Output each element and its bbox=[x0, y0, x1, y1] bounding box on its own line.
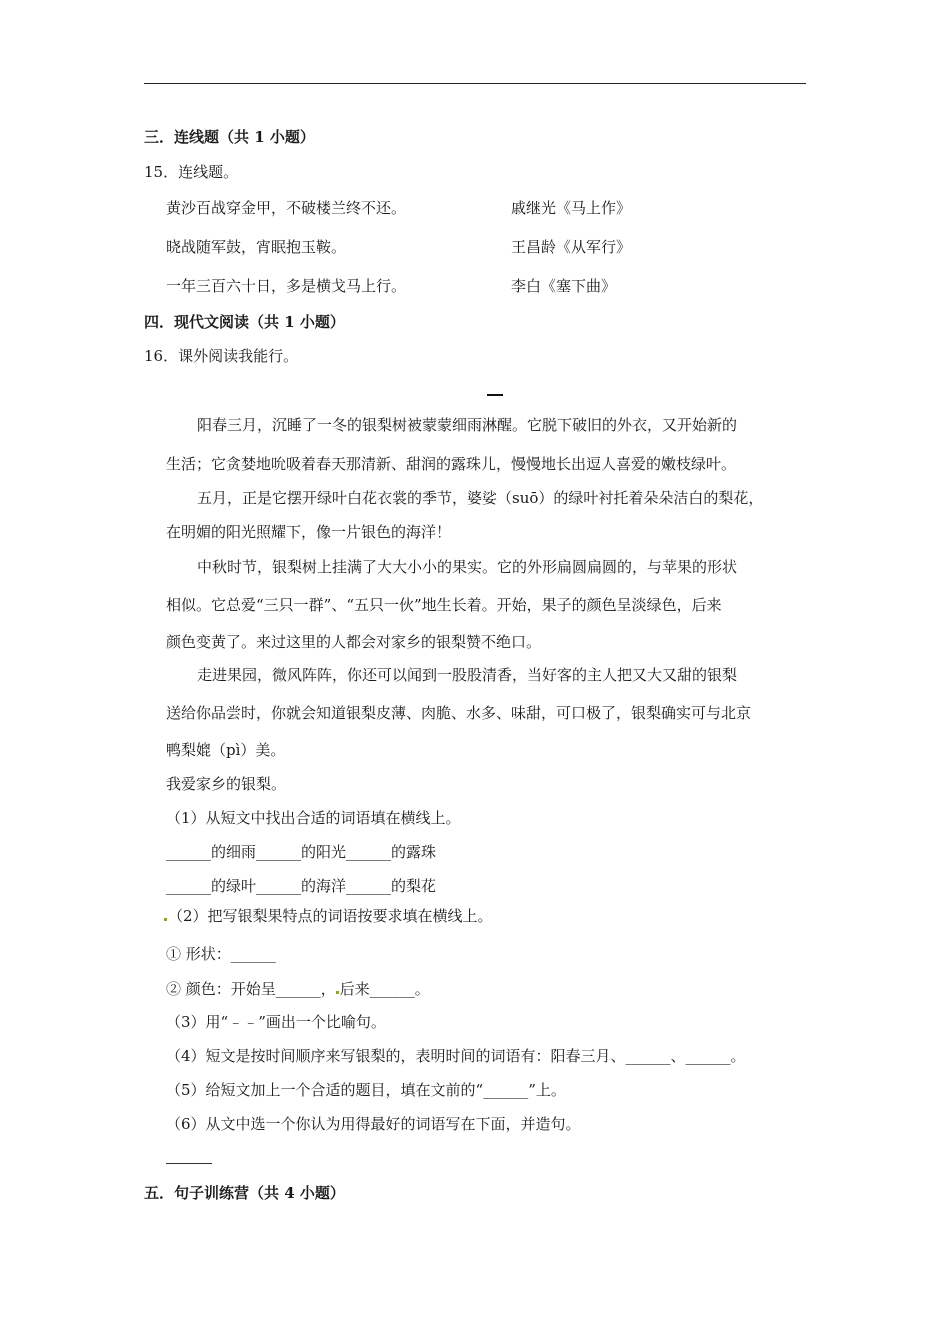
question-16-title: 16．课外阅读我能行。 bbox=[144, 347, 299, 365]
marker-dot bbox=[336, 991, 339, 994]
question-15-title: 15．连线题。 bbox=[144, 163, 239, 181]
passage-line: 五月，正是它摆开绿叶白花衣裳的季节，婆娑（suō）的绿叶衬托着朵朵洁白的梨花， bbox=[197, 489, 764, 507]
passage-line: 走进果园，微风阵阵，你还可以闻到一股股清香，当好客的主人把又大又甜的银梨 bbox=[197, 666, 738, 684]
section-4-heading: 四．现代文阅读（共 1 小题） bbox=[144, 313, 345, 331]
sub-question-4: （4）短文是按时间顺序来写银梨的，表明时间的词语有：阳春三月、______、______。 bbox=[166, 1047, 746, 1065]
passage-line: 在明媚的阳光照耀下，像一片银色的海洋！ bbox=[166, 523, 452, 541]
sub-question-1: （1）从短文中找出合适的词语填在横线上。 bbox=[166, 809, 461, 827]
section-3-heading: 三．连线题（共 1 小题） bbox=[144, 128, 315, 146]
poem-author-3: 李白《塞下曲》 bbox=[511, 277, 617, 295]
sub-question-6: （6）从文中选一个你认为用得最好的词语写在下面，并造句。 bbox=[166, 1115, 581, 1133]
color-blank-row bbox=[166, 979, 430, 999]
poem-line-3: 一年三百六十日，多是横戈马上行。 bbox=[166, 277, 407, 295]
passage-line: 生活；它贪婪地吮吸着春天那清新、甜润的露珠儿，慢慢地长出逗人喜爱的嫩枝绿叶。 bbox=[166, 455, 737, 473]
poem-author-2: 王昌龄《从军行》 bbox=[511, 238, 632, 256]
sub-question-3: （3）用“﹣﹣”画出一个比喻句。 bbox=[166, 1013, 386, 1031]
section-5-heading: 五．句子训练营（共 4 小题） bbox=[144, 1184, 345, 1202]
passage-title-blank bbox=[487, 394, 503, 396]
answer-underline bbox=[166, 1163, 212, 1164]
sub-question-2: （2）把写银梨果特点的词语按要求填在横线上。 bbox=[168, 907, 493, 925]
passage-line: 中秋时节，银梨树上挂满了大大小小的果实。它的外形扁圆扁圆的，与苹果的形状 bbox=[197, 558, 738, 576]
passage-line: 送给你品尝时，你就会知道银梨皮薄、肉脆、水多、味甜，可口极了，银梨确实可与北京 bbox=[166, 704, 752, 722]
passage-line: 阳春三月，沉睡了一冬的银梨树被蒙蒙细雨淋醒。它脱下破旧的外衣，又开始新的 bbox=[197, 416, 738, 434]
passage-line: 我爱家乡的银梨。 bbox=[166, 775, 287, 793]
passage-line: 颜色变黄了。来过这里的人都会对家乡的银梨赞不绝口。 bbox=[166, 633, 542, 651]
poem-author-1: 戚继光《马上作》 bbox=[511, 199, 632, 217]
poem-line-1: 黄沙百战穿金甲，不破楼兰终不还。 bbox=[166, 199, 407, 217]
passage-line: 鸭梨媲（pì）美。 bbox=[166, 741, 286, 759]
poem-line-2: 晓战随军鼓，宵眠抱玉鞍。 bbox=[166, 238, 347, 256]
header-rule bbox=[144, 83, 806, 84]
marker-dot bbox=[164, 918, 167, 921]
sub-question-5: （5）给短文加上一个合适的题目，填在文前的“______”上。 bbox=[166, 1081, 566, 1099]
color-blank-b: 后来______。 bbox=[339, 980, 430, 998]
shape-blank: ① 形状：______ bbox=[166, 945, 276, 963]
fill-blank-line-1: ______的细雨______的阳光______的露珠 bbox=[166, 843, 437, 861]
fill-blank-line-2: ______的绿叶______的海洋______的梨花 bbox=[166, 877, 437, 895]
passage-line: 相似。它总爱“三只一群”、“五只一伙”地生长着。开始，果子的颜色呈淡绿色，后来 bbox=[166, 596, 722, 614]
sub-question-2-row bbox=[164, 906, 493, 926]
color-blank-a: ② 颜色：开始呈______， bbox=[166, 980, 336, 998]
